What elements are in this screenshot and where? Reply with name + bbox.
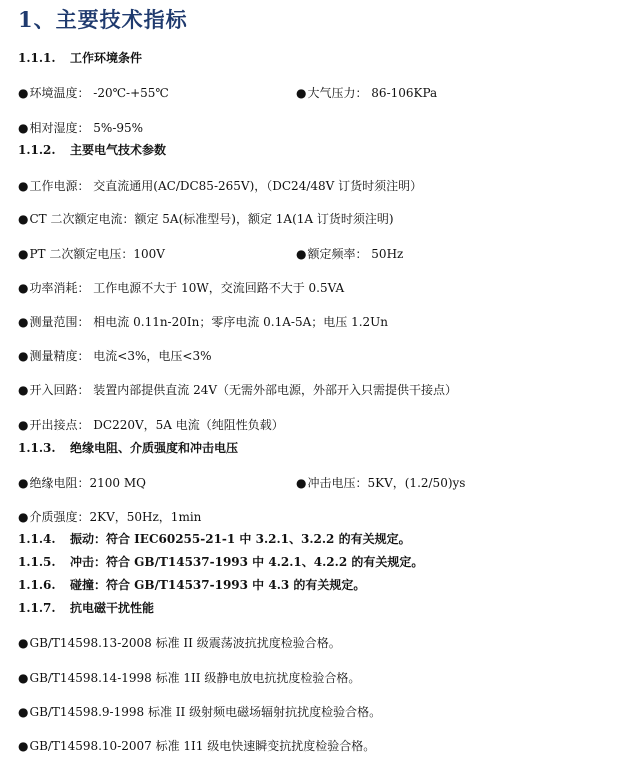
spec-measure-accuracy	[18, 347, 211, 364]
section-label: 振动：符合 IEC60255-21-1 中 3.2.1、3.2.2 的有关规定。	[70, 532, 411, 546]
spec-impulse-voltage	[296, 474, 465, 491]
spec-text: PT 二次额定电压：100V	[29, 247, 165, 261]
spec-power-consumption	[18, 279, 344, 296]
spec-text: 测量范围： 相电流 0.11n-20In；零序电流 0.1A-5A；电压 1.2Un	[29, 315, 389, 329]
section-number: 1.1.4.	[18, 532, 56, 546]
spec-dielectric-strength	[18, 508, 201, 525]
spec-text: 绝缘电阻：2100 MQ	[29, 476, 146, 490]
section-number: 1.1.2.	[18, 143, 56, 157]
spec-humidity	[18, 119, 143, 136]
spec-text: 介质强度：2KV，50Hz，1min	[29, 510, 202, 524]
spec-text: 额定频率： 50Hz	[307, 247, 404, 261]
section-label: 主要电气技术参数	[70, 143, 167, 157]
section-electrical	[18, 141, 166, 158]
bullet-icon: ●	[18, 739, 29, 753]
bullet-icon: ●	[296, 247, 307, 261]
bullet-icon: ●	[18, 212, 29, 226]
bullet-icon: ●	[18, 247, 29, 261]
section-bump	[18, 576, 365, 593]
spec-text: 功率消耗： 工作电源不大于 10W，交流回路不大于 0.5VA	[29, 281, 345, 295]
section-label: 冲击：符合 GB/T14537-1993 中 4.2.1、4.2.2 的有关规定。	[70, 555, 424, 569]
section-number: 1.1.3.	[18, 441, 56, 455]
spec-emc-electrostatic	[18, 669, 360, 686]
section-label: 工作环境条件	[70, 51, 143, 65]
bullet-icon: ●	[18, 705, 29, 719]
section-number: 1.1.1.	[18, 51, 56, 65]
bullet-icon: ●	[18, 418, 29, 432]
bullet-icon: ●	[18, 383, 29, 397]
spec-text: 大气压力： 86-106KPa	[307, 86, 438, 100]
bullet-icon: ●	[18, 315, 29, 329]
bullet-icon: ●	[18, 476, 29, 490]
spec-text: 环境温度： -20℃-+55℃	[29, 86, 169, 100]
spec-emc-radiated	[18, 703, 381, 720]
spec-ct-current	[18, 210, 394, 227]
section-number: 1.1.7.	[18, 601, 56, 615]
spec-output-contact	[18, 416, 284, 433]
spec-emc-fast-transient	[18, 737, 375, 754]
page-title: 1、主要技术指标	[18, 7, 188, 32]
spec-text: GB/T14598.13-2008 标准 II 级震荡波抗扰度检验合格。	[29, 636, 341, 650]
section-emc	[18, 599, 154, 616]
spec-temperature	[18, 84, 169, 101]
spec-text: CT 二次额定电流：额定 5A(标准型号)，额定 1A(1A 订货时须注明)	[29, 212, 394, 226]
bullet-icon: ●	[18, 636, 29, 650]
spec-text: 冲击电压：5KV，(1.2/50)ys	[307, 476, 466, 490]
spec-pt-voltage	[18, 245, 165, 262]
spec-text: 相对湿度： 5%-95%	[29, 121, 144, 135]
bullet-icon: ●	[18, 281, 29, 295]
bullet-icon: ●	[18, 179, 29, 193]
bullet-icon: ●	[18, 510, 29, 524]
bullet-icon: ●	[18, 671, 29, 685]
bullet-icon: ●	[18, 86, 29, 100]
spec-input-circuit	[18, 381, 457, 398]
spec-measure-range	[18, 313, 388, 330]
bullet-icon: ●	[296, 86, 307, 100]
section-number: 1.1.5.	[18, 555, 56, 569]
bullet-icon: ●	[18, 121, 29, 135]
spec-text: GB/T14598.10-2007 标准 1I1 级电快速瞬变抗扰度检验合格。	[29, 739, 376, 753]
section-insulation	[18, 439, 238, 456]
spec-text: 测量精度： 电流<3%，电压<3%	[29, 349, 212, 363]
bullet-icon: ●	[18, 349, 29, 363]
spec-emc-oscillatory	[18, 634, 341, 651]
spec-text: GB/T14598.14-1998 标准 1II 级静电放电抗扰度检验合格。	[29, 671, 361, 685]
spec-insulation-resistance	[18, 474, 146, 491]
bullet-icon: ●	[296, 476, 307, 490]
section-label: 碰撞：符合 GB/T14537-1993 中 4.3 的有关规定。	[70, 578, 366, 592]
section-environment	[18, 49, 142, 66]
section-vibration	[18, 530, 411, 547]
section-shock	[18, 553, 423, 570]
spec-text: 开入回路： 装置内部提供直流 24V（无需外部电源，外部开入只需提供干接点）	[29, 383, 458, 397]
spec-text: 工作电源： 交直流通用(AC/DC85-265V)，（DC24/48V 订货时须注明）	[29, 179, 423, 193]
spec-text: GB/T14598.9-1998 标准 II 级射频电磁场辐射抗扰度检验合格。	[29, 705, 382, 719]
spec-pressure	[296, 84, 437, 101]
spec-text: 开出接点： DC220V，5A 电流（纯阻性负载）	[29, 418, 284, 432]
section-number: 1.1.6.	[18, 578, 56, 592]
spec-frequency	[296, 245, 403, 262]
section-label: 绝缘电阻、介质强度和冲击电压	[70, 441, 239, 455]
spec-power-supply	[18, 177, 422, 194]
section-label: 抗电磁干扰性能	[70, 601, 155, 615]
